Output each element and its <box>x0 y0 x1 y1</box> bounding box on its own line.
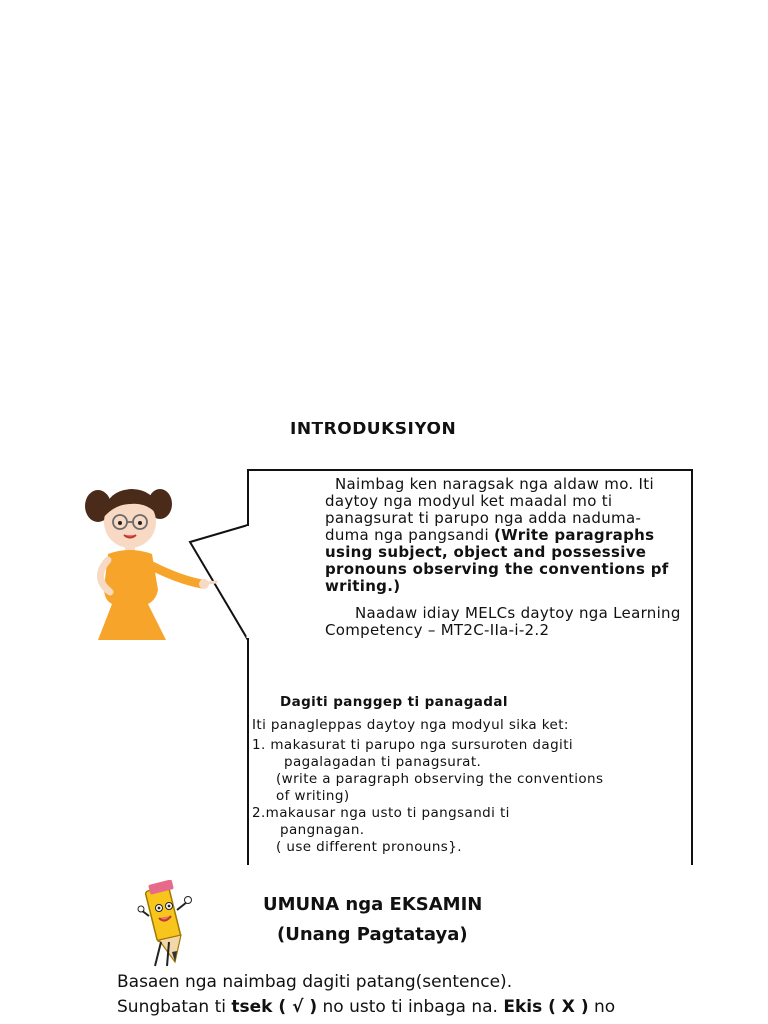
instructions-line1: Basaen nga naimbag dagiti patang(sentence). <box>117 972 513 992</box>
goal-item-1-english-cont: of writing) <box>276 788 350 804</box>
exam-title <box>263 890 482 950</box>
section-title: INTRODUKSIYON <box>290 422 457 438</box>
pencil-mascot-icon <box>137 880 197 970</box>
exam-title-line1: UMUNA nga EKSAMIN <box>263 894 483 915</box>
goal-item-2: 2.makausar nga usto ti pangsandi ti <box>252 805 510 821</box>
goals-title: Dagiti panggep ti panagadal <box>280 694 508 710</box>
check-mark-label: tsek ( √ ) <box>231 997 318 1017</box>
intro-paragraph <box>325 476 685 595</box>
learning-goals <box>252 694 692 856</box>
instructions <box>117 970 757 1020</box>
instructions-text-a: Sungbatan ti <box>117 997 232 1017</box>
goal-item-1-english: (write a paragraph observing the conventions <box>276 771 604 787</box>
bubble-text <box>325 476 685 639</box>
goal-item-2-english: ( use different pronouns}. <box>276 839 462 855</box>
exam-title-line2: (Unang Pagtataya) <box>277 924 468 945</box>
goal-item-1: 1. makasurat ti parupo nga sursuroten dagiti <box>252 737 574 753</box>
x-mark-label: Ekis ( X ) <box>503 997 589 1017</box>
instructions-line2 <box>117 995 757 1020</box>
intro-bold-text: (Write paragraphs using subject, object and possessive pronouns observing the conventions pf writing.) <box>325 526 669 595</box>
goals-intro: Iti panagleppas daytoy nga modyul sika ket: <box>252 717 569 733</box>
goal-item-2-cont: pangnagan. <box>280 822 365 838</box>
goal-item-1-cont: pagalagadan ti panagsurat. <box>284 754 482 770</box>
instructions-text-c: no <box>588 997 616 1017</box>
instructions-text-b: no usto ti inbaga na. <box>317 997 504 1017</box>
intro-text: Naimbag ken naragsak nga aldaw mo. Iti daytoy nga modyul ket maadal mo ti panagsurat ti parupo nga adda naduma-duma nga pangsandi <box>325 475 654 544</box>
teacher-illustration <box>70 480 220 650</box>
melc-paragraph: Naadaw idiay MELCs daytoy nga Learning Competency – MT2C-IIa-i-2.2 <box>325 604 681 639</box>
